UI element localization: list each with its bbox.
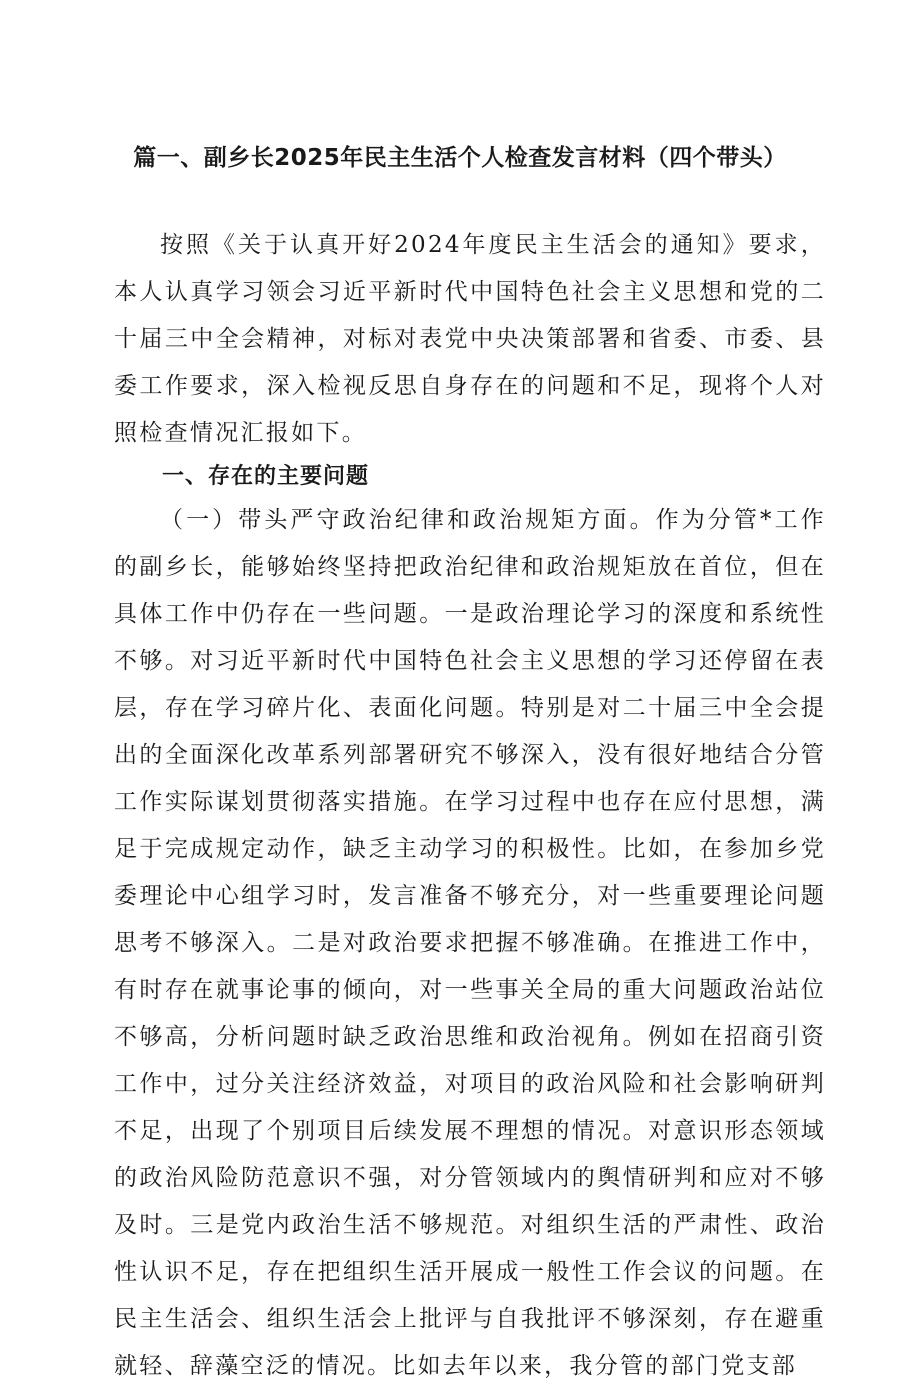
section-heading-main-problems: 一、存在的主要问题 [162,464,370,489]
document-title: 篇一、副乡长2025年民主生活个人检查发言材料（四个带头） [133,145,787,171]
document-body [114,222,826,1390]
section-paragraph-political-discipline: （一）带头严守政治纪律和政治规矩方面。作为分管*工作的副乡长，能够始终坚持把政治纪律和政治规矩放在首位，但在具体工作中仍存在一些问题。一是政治理论学习的深度和系统性不够。对习近平新时代中国特色社会主义思想的学习还停留在表层，存在学习碎片化、表面化问题。特别是对二十届三中全会提出的全面深化改革系列部署研究不够深入，没有很好地结合分管工作实际谋划贯彻落实措施。在学习过程中也存在应付思想，满足于完成规定动作，缺乏主动学习的积极性。比如，在参加乡党委理论中心组学习时，发言准备不够充分，对一些重要理论问题思考不够深入。二是对政治要求把握不够准确。在推进工作中，有时存在就事论事的倾向，对一些事关全局的重大问题政治站位不够高，分析问题时缺乏政治思维和政治视角。例如在招商引资工作中，过分关注经济效益，对项目的政治风险和社会影响研判不足，出现了个别项目后续发展不理想的情况。对意识形态领域的政治风险防范意识不强，对分管领域内的舆情研判和应对不够及时。三是党内政治生活不够规范。对组织生活的严肃性、政治性认识不足，存在把组织生活开展成一般性工作会议的问题。在民主生活会、组织生活会上批评与自我批评不够深刻，存在避重就轻、辞藻空泛的情况。比如去年以来，我分管的部门党支部 [114,507,826,1379]
intro-paragraph: 按照《关于认真开好2024年度民主生活会的通知》要求，本人认真学习领会习近平新时代中国特色社会主义思想和党的二十届三中全会精神，对标对表党中央决策部署和省委、市委、县委工作要求，深入检视反思自身存在的问题和不足，现将个人对照检查情况汇报如下。 [114,232,826,446]
